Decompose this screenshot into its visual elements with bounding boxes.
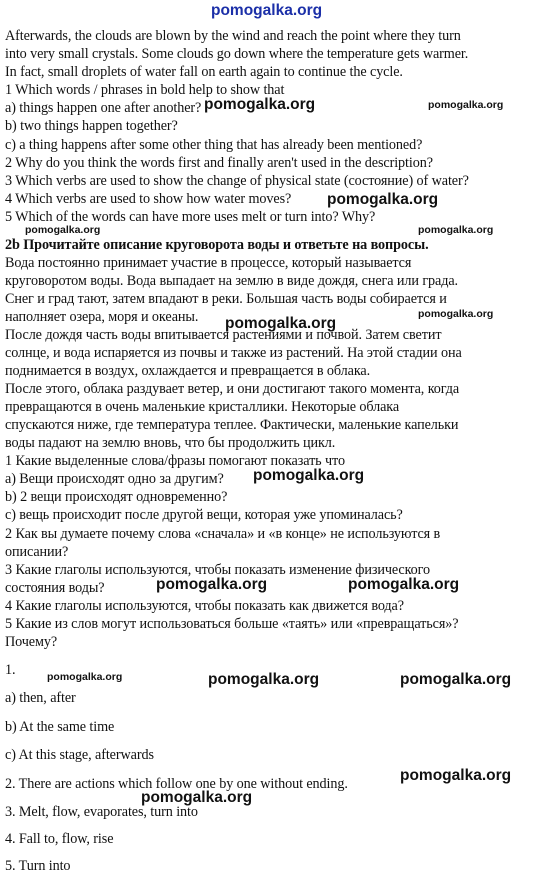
english-paragraph-line: In fact, small droplets of water fall on earth again to continue the cycle.	[5, 64, 403, 80]
russian-paragraph-line: превращаются в очень маленькие кристаллики. Некоторые облака	[5, 399, 400, 415]
russian-paragraph-line: поднимается в воздух, охлаждается и превращается в облака.	[5, 363, 371, 379]
watermark: pomogalka.org	[204, 96, 316, 113]
russian-paragraph-line: круговоротом воды. Вода выпадает на землю в виде дождя, снега или града.	[5, 273, 459, 289]
russian-question: с) вещь происходит после другой вещи, которая уже упоминалась?	[5, 507, 403, 523]
russian-question: описании?	[5, 544, 69, 560]
russian-question: 1 Какие выделенные слова/фразы помогают показать что	[5, 453, 345, 469]
watermark: pomogalka.org	[253, 467, 365, 484]
watermark: pomogalka.org	[348, 576, 460, 593]
watermark: pomogalka.org	[208, 671, 320, 688]
russian-question: 5 Какие из слов могут использоваться больше «таять» или «превращаться»?	[5, 616, 459, 632]
russian-question: а) Вещи происходят одно за другим?	[5, 471, 224, 487]
watermark: pomogalka.org	[141, 789, 253, 806]
russian-question: 3 Какие глаголы используются, чтобы показать изменение физического	[5, 562, 431, 578]
russian-paragraph-line: Снег и град тают, затем впадают в реки. Большая часть воды собирается и	[5, 291, 447, 307]
english-question: a) things happen one after another?	[5, 100, 202, 116]
answer-line: a) then, after	[5, 690, 76, 706]
watermark: pomogalka.org	[400, 767, 512, 784]
russian-question: b) 2 вещи происходят одновременно?	[5, 489, 228, 505]
russian-paragraph-line: воды падают на землю вновь, что бы продолжить цикл.	[5, 435, 336, 451]
answer-line: 4. Fall to, flow, rise	[5, 831, 114, 847]
russian-heading: 2b Прочитайте описание круговорота воды и ответьте на вопросы.	[5, 237, 429, 253]
russian-question: 4 Какие глаголы используются, чтобы показать как движется вода?	[5, 598, 404, 614]
answer-line: 3. Melt, flow, evaporates, turn into	[5, 804, 198, 820]
russian-paragraph-line: наполняет озера, моря и океаны.	[5, 309, 199, 325]
russian-paragraph-line: спускаются ниже, где температура теплее. Фактически, маленькие капельки	[5, 417, 459, 433]
watermark-top: pomogalka.org	[211, 2, 323, 19]
answer-line: b) At the same time	[5, 719, 115, 735]
english-question: 2 Why do you think the words first and finally aren't used in the description?	[5, 155, 433, 171]
watermark: pomogalka.org	[47, 671, 123, 683]
answer-line: c) At this stage, afterwards	[5, 747, 154, 763]
answer-line: 5. Turn into	[5, 858, 71, 874]
english-question: 5 Which of the words can have more uses melt or turn into? Why?	[5, 209, 376, 225]
english-question: 3 Which verbs are used to show the change of physical state (состояние) of water?	[5, 173, 469, 189]
watermark: pomogalka.org	[327, 191, 439, 208]
english-question: 1 Which words / phrases in bold help to show that	[5, 82, 285, 98]
russian-paragraph-line: После дождя часть воды впитывается растениями и почвой. Затем светит	[5, 327, 442, 343]
russian-question: Почему?	[5, 634, 58, 650]
russian-paragraph-line: солнце, и вода испаряется из почвы и также из растений. На этой стадии она	[5, 345, 462, 361]
english-question: c) a thing happens after some other thing that has already been mentioned?	[5, 137, 423, 153]
russian-paragraph-line: После этого, облака раздувает ветер, и они достигают такого момента, когда	[5, 381, 460, 397]
english-question: b) two things happen together?	[5, 118, 178, 134]
watermark: pomogalka.org	[25, 224, 101, 236]
watermark: pomogalka.org	[156, 576, 268, 593]
russian-paragraph-line: Вода постоянно принимает участие в процессе, который называется	[5, 255, 412, 271]
answer-line: 1.	[5, 662, 16, 678]
watermark: pomogalka.org	[418, 224, 494, 236]
watermark: pomogalka.org	[428, 99, 504, 111]
watermark: pomogalka.org	[400, 671, 512, 688]
english-paragraph-line: Afterwards, the clouds are blown by the wind and reach the point where they turn	[5, 28, 461, 44]
watermark: pomogalka.org	[418, 308, 494, 320]
watermark: pomogalka.org	[225, 315, 337, 332]
answer-line: 2. There are actions which follow one by one without ending.	[5, 776, 348, 792]
russian-question: состояния воды?	[5, 580, 105, 596]
russian-question: 2 Как вы думаете почему слова «сначала» и «в конце» не используются в	[5, 526, 441, 542]
english-paragraph-line: into very small crystals. Some clouds go down where the temperature gets warmer.	[5, 46, 469, 62]
english-question: 4 Which verbs are used to show how water moves?	[5, 191, 292, 207]
